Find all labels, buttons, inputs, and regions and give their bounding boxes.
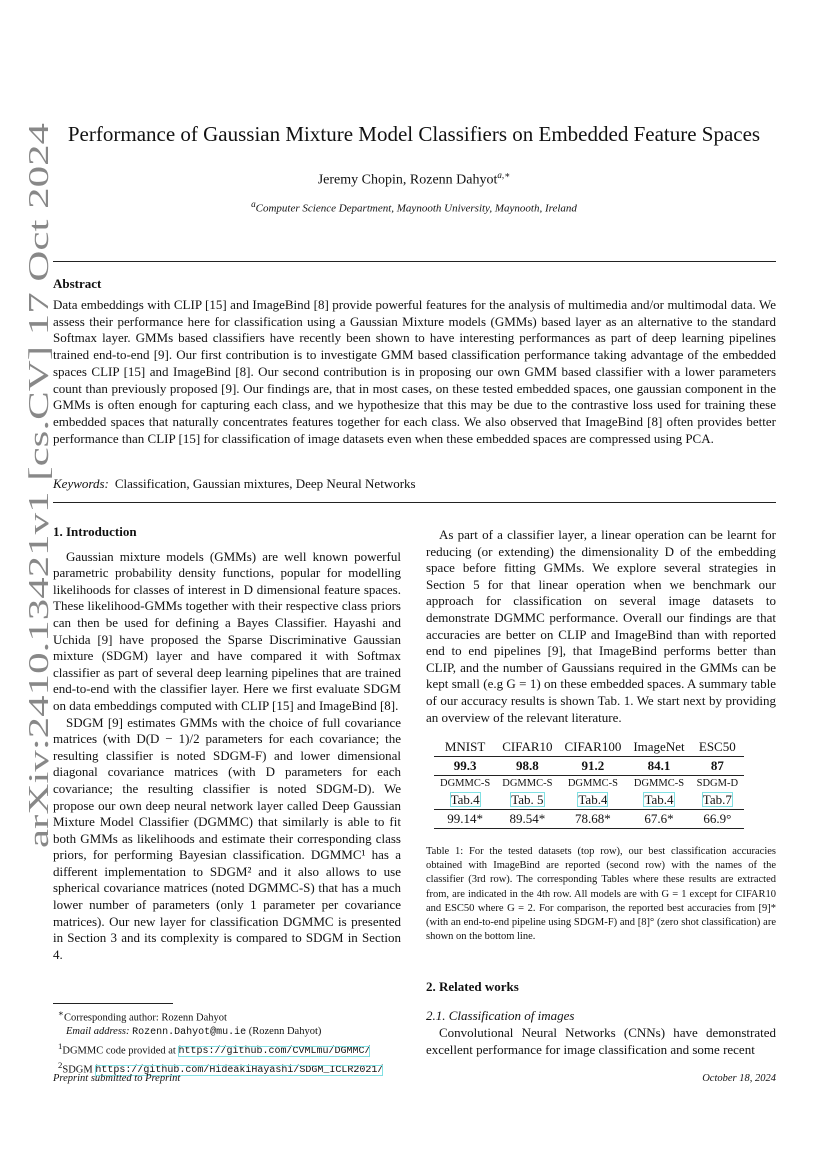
author-mark: a [497, 170, 502, 180]
table-ref-link[interactable]: Tab.7 [702, 792, 732, 807]
footnote-1: $^1$DGMMC code provided at https://github.com/CVMLmu/DGMMC/ [58, 1040, 371, 1057]
table-ref-link[interactable]: Tab.4 [450, 792, 480, 807]
results-table [434, 737, 744, 829]
table-header-imagenet: ImageNet [633, 738, 685, 754]
table-header-mnist: MNIST [444, 738, 486, 754]
affiliation: Computer Science Department, Maynooth University, Maynooth, Ireland [255, 202, 577, 215]
intro-paragraph-3: As part of a classifier layer, a linear operation can be learnt for reducing (or extending) the dimensionality D of the embedding space before fitting GMMs. We explore several strategies in Section 5 for that linear operation when we benchmark our approach for classification on several image datasets to demonstrate DGMMC performance. Overall our findings are that accuracies are better on CLIP and ImageBind than with reported end to end pipelines [9], that ImageBind performs better than CLIP, and the number of Gaussians required in the GMMs can be kept small (e.g G = 1) on these embedded spaces. A summary table of our accuracy results is shown Tab. 1. We start next by providing an overview of the relevant literature. [426, 527, 776, 725]
left-column [53, 524, 401, 963]
arxiv-stamp-text: arXiv:2410.13421v1 [cs.CV] 17 Oct 2024 [24, 375, 55, 848]
table-cell: DGMMC-S [567, 778, 619, 789]
sdgm-url-link[interactable]: https://github.com/HideakiHayashi/SDGM_ICLR2021/ [95, 1065, 384, 1076]
footer-left: Preprint submitted to Preprint [53, 1073, 181, 1084]
keywords [53, 476, 416, 492]
table-caption: Table 1: For the tested datasets (top row), our best classification accuracies obtained with ImageBind are reported (second row) with the names of the classifier (3rd row). The corresponding Tables where these results are extracted from, are indicated in the 4th row. All models are with G = 1 except for CIFAR10 and ESC50 where G = 2. For comparison, the reported best accuracies from [9]* (with an end-to-end pipeline using SDGM-F) and [8]° (zero shot classification) are shown on the bottom line. [426, 846, 776, 943]
table-cell: DGMMC-S [440, 778, 491, 789]
keywords-text: Classification, Gaussian mixtures, Deep Neural Networks [114, 476, 416, 491]
table-ref-link[interactable]: Tab.4 [578, 792, 608, 807]
table-cell: 91.2 [581, 758, 605, 773]
abstract-heading: Abstract [53, 276, 102, 291]
section-introduction-heading: 1. Introduction [53, 524, 137, 539]
abstract-rule [53, 502, 776, 503]
related-text: Convolutional Neural Networks (CNNs) have demonstrated excellent performance for image classification and some recent [426, 1025, 776, 1057]
subsection-classification-heading: 2.1. Classification of images [426, 1008, 575, 1023]
dgmmc-url-link[interactable]: https://github.com/CVMLmu/DGMMC/ [178, 1046, 371, 1057]
intro-paragraph-1: Gaussian mixture models (GMMs) are well known powerful parametric probability density functions, popular for modelling likelihoods for classes of interest in D dimensional feature spaces. These likelihood-GMMs together with their respective class priors can then be used for defining a Bayes Classifier. Hayashi and Uchida [9] have proposed the Sparse Discriminative Gaussian mixture (SDGM) layer and have compared it with Softmax classifier as part of several deep learning pipelines that are trained end-to-end with the classifier layer. Here we first evaluate SDGM on data embeddings computed with CLIP [15] and ImageBind [8]. [53, 548, 401, 713]
email-link[interactable]: Rozenn.Dahyot@mu.ie [132, 1027, 247, 1038]
table-cell: SDGM-D [696, 778, 739, 789]
table-header-cifar10: CIFAR10 [502, 738, 553, 754]
footnotes [58, 1007, 403, 1078]
footnote-corresponding: ∗Corresponding author: Rozenn Dahyot [58, 1008, 227, 1024]
affiliation-line [0, 199, 828, 215]
table-cell: 66.9° [703, 811, 732, 826]
section-related-heading: 2. Related works [426, 979, 519, 994]
intro-paragraph-2: SDGM [9] estimates GMMs with the choice of full covariance matrices (with D(D − 1)/2 parameters for each covariance; the resulting classifier is noted SDGM-F) and lower dimensional diagonal covariance matrices (with D parameters for each covariance; the resulting classifier is noted SDGM-D). We propose our own deep neural network layer called Deep Gaussian Mixture Model Classifier (DGMMC) that similarly is able to fit both GMMs as likelihoods and estimate their corresponding class priors, for performing Bayesian classification. DGMMC¹ has a different implementation to SDGM² and it also allows to use spherical covariance matrices (noted DGMMC-S) that has a much lower number of parameters (only 1 parameter per covariance matrices). Our new layer for classification DGMMC is presented in Section 3 and its complexity is compared to SDGM in Section 4. [53, 714, 401, 962]
keywords-label: Keywords: [53, 476, 109, 491]
table-header-cifar100: CIFAR100 [564, 738, 622, 754]
top-rule [53, 261, 776, 262]
table-cell: 87 [710, 758, 724, 773]
table-cell: DGMMC-S [502, 778, 553, 789]
table-cell: 78.68* [575, 811, 611, 826]
footnote-rule [53, 1003, 173, 1004]
table-ref-link[interactable]: Tab.4 [644, 792, 674, 807]
table-cell: 98.8 [515, 758, 539, 773]
footnote-2: $^2$SDGM https://github.com/HideakiHayashi/SDGM_ICLR2021/ [58, 1059, 384, 1076]
right-column [426, 527, 776, 726]
table-cell: DGMMC-S [633, 778, 685, 789]
table-header-esc50: ESC50 [698, 738, 736, 754]
table-ref-link[interactable]: Tab. 5 [511, 792, 544, 807]
table-cell: 67.6* [644, 811, 674, 826]
author-list: Jeremy Chopin, Rozenn Dahyot$^{a,∗}$ [317, 170, 511, 188]
footer-right: October 18, 2024 [702, 1073, 776, 1084]
footnote-email: Email address: Rozenn.Dahyot@mu.ie (Rozenn Dahyot) [66, 1026, 322, 1038]
paper-title: Performance of Gaussian Mixture Model Classifiers on Embedded Feature Spaces [67, 122, 761, 146]
table-cell: 84.1 [647, 758, 671, 773]
affiliation-mark: a [251, 199, 256, 209]
table-cell: 99.3 [453, 758, 477, 773]
table-cell: 89.54* [509, 811, 546, 826]
authors: Jeremy Chopin, Rozenn Dahyot [317, 172, 498, 188]
table-cell: 99.14* [447, 811, 483, 826]
abstract-text: Data embeddings with CLIP [15] and ImageBind [8] provide powerful features for the analysis of multimedia and/or multimodal data. We assess their performance here for classification using a Gaussian Mixture models (GMMs) based layer as an alternative to the standard Softmax layer. GMMs based classifiers have recently been shown to have interesting performances as part of deep learning pipelines trained end-to-end [9]. Our first contribution is to investigate GMM based classification performance taking advantage of the embedded spaces CLIP [15] and ImageBind [8]. Our second contribution is in proposing our own GMM based classifier with a lower parameters count than previously proposed [9]. Our findings are, that in most cases, on these tested embedded spaces, one gaussian component in the GMMs is often enough for capturing each class, and we hypothesize that this may be due to the contrastive loss used for training these embedded spaces that naturally concentrates features together for each class. We also observed that ImageBind [8] often provides better performance than CLIP [15] for classification of image datasets even when these embedded spaces are compressed using PCA. [53, 297, 776, 446]
